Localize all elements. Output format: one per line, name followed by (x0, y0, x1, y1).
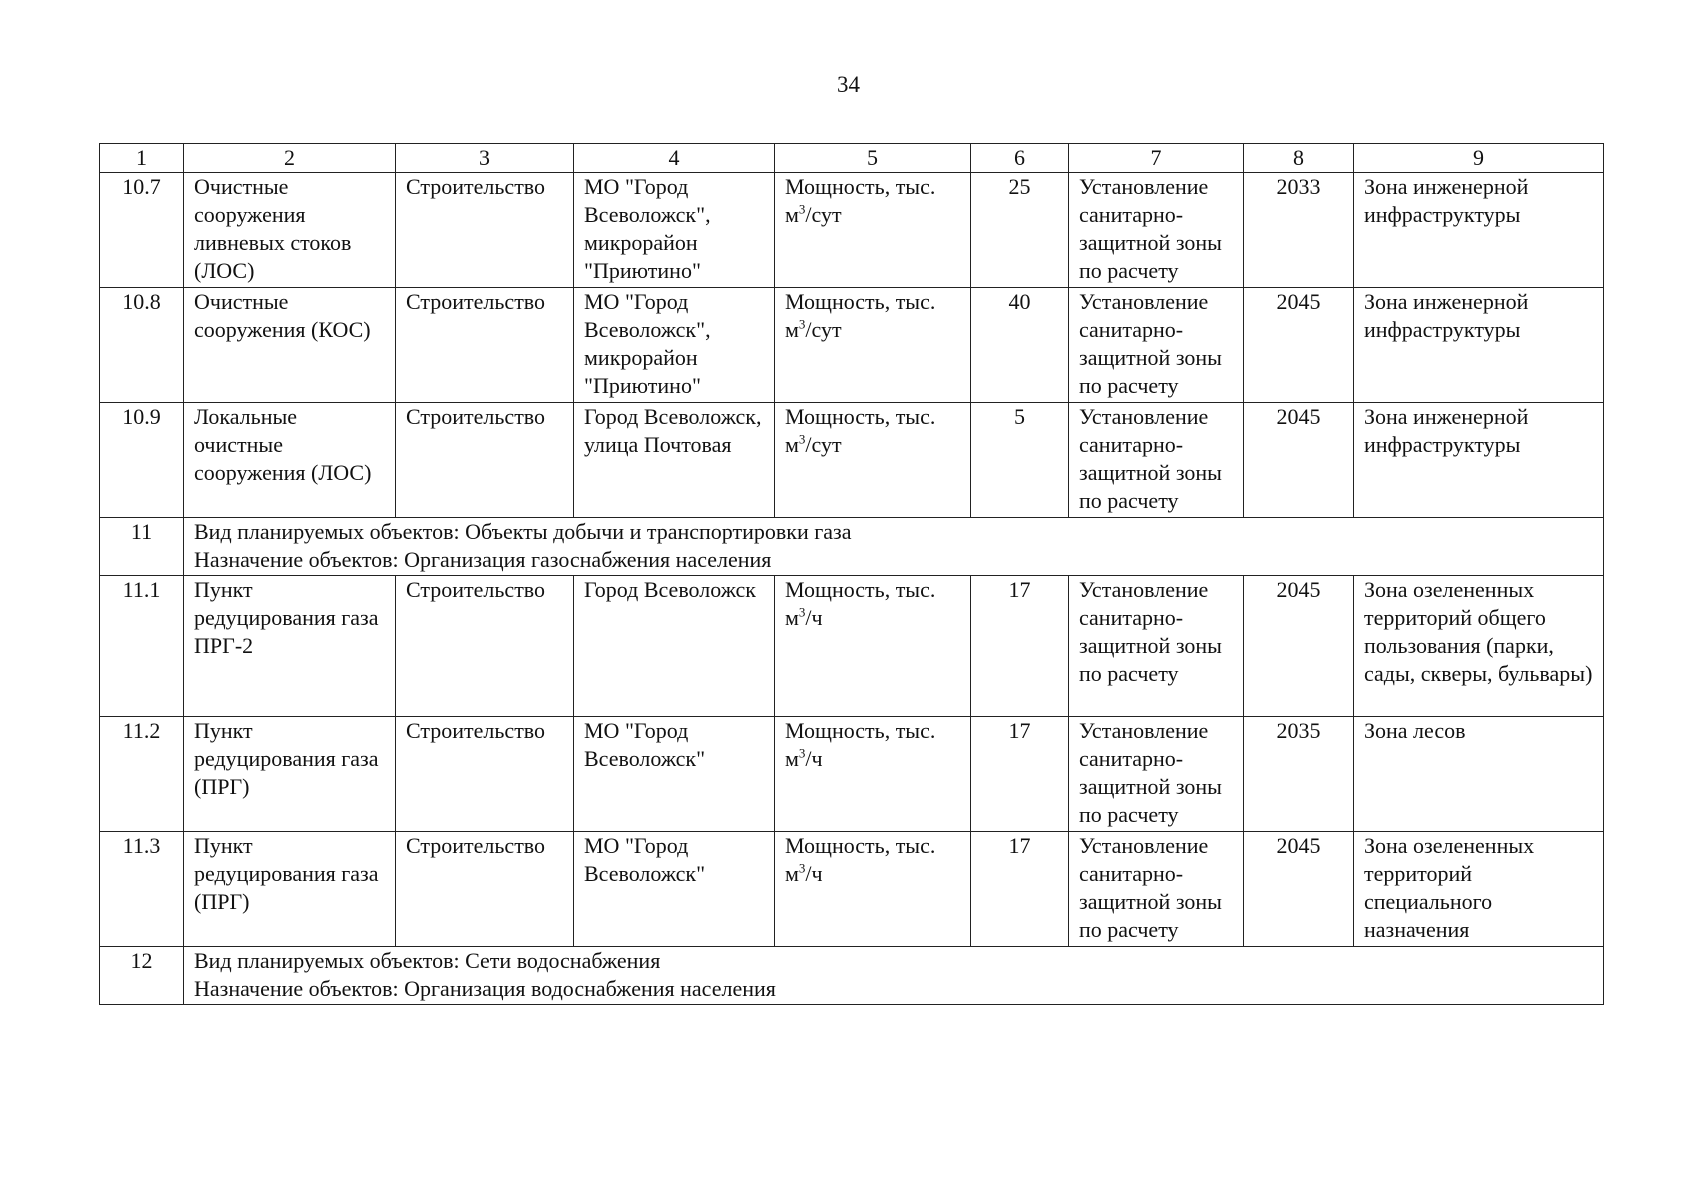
parameter-text: Мощность, тыс. м (785, 577, 936, 630)
table-row (100, 717, 1604, 832)
object-parameter (775, 576, 971, 717)
table-row (100, 173, 1604, 288)
parameter-value: 17 (971, 717, 1069, 832)
planned-objects-table (99, 143, 1604, 1005)
object-name: Очистные сооружения ливневых стоков (ЛОС) (184, 173, 396, 288)
column-number: 5 (775, 144, 971, 173)
object-parameter (775, 288, 971, 403)
group-number: 12 (100, 947, 184, 1005)
parameter-unit: /ч (805, 861, 823, 886)
column-number: 9 (1354, 144, 1604, 173)
parameter-superscript: 3 (798, 201, 806, 217)
parameter-superscript: 3 (798, 431, 806, 447)
functional-zone: Зона озелененных территорий специального назначения (1354, 832, 1604, 947)
zone-requirement: Установление санитарно-защитной зоны по расчету (1069, 576, 1244, 717)
object-location: МО "Город Всеволожск", микрорайон "Приютино" (574, 288, 775, 403)
object-name: Пункт редуцирования газа (ПРГ) (184, 832, 396, 947)
object-parameter (775, 173, 971, 288)
parameter-value: 25 (971, 173, 1069, 288)
column-number: 6 (971, 144, 1069, 173)
parameter-superscript: 3 (798, 745, 806, 761)
table-row (100, 288, 1604, 403)
parameter-text: Мощность, тыс. м (785, 718, 936, 771)
object-action: Строительство (396, 576, 574, 717)
parameter-value: 40 (971, 288, 1069, 403)
object-parameter (775, 717, 971, 832)
parameter-unit: /сут (805, 317, 842, 342)
zone-requirement: Установление санитарно-защитной зоны по расчету (1069, 288, 1244, 403)
object-location: Город Всеволожск, улица Почтовая (574, 403, 775, 518)
object-action: Строительство (396, 403, 574, 518)
deadline-year: 2045 (1244, 403, 1354, 518)
parameter-superscript: 3 (798, 860, 806, 876)
column-number-row (100, 144, 1604, 173)
column-number: 2 (184, 144, 396, 173)
item-number: 10.9 (100, 403, 184, 518)
object-parameter (775, 832, 971, 947)
object-action: Строительство (396, 288, 574, 403)
zone-requirement: Установление санитарно-защитной зоны по расчету (1069, 403, 1244, 518)
object-name: Пункт редуцирования газа (ПРГ) (184, 717, 396, 832)
zone-requirement: Установление санитарно-защитной зоны по расчету (1069, 173, 1244, 288)
parameter-unit: /ч (805, 605, 823, 630)
table-row (100, 403, 1604, 518)
functional-zone: Зона инженерной инфраструктуры (1354, 403, 1604, 518)
item-number: 10.7 (100, 173, 184, 288)
group-purpose-line: Назначение объектов: Организация газоснабжения населения (194, 547, 772, 572)
object-location: МО "Город Всеволожск" (574, 832, 775, 947)
item-number: 11.1 (100, 576, 184, 717)
parameter-unit: /сут (805, 432, 842, 457)
group-type-line: Вид планируемых объектов: Сети водоснабжения (194, 948, 661, 973)
deadline-year: 2033 (1244, 173, 1354, 288)
deadline-year: 2045 (1244, 832, 1354, 947)
object-name: Пункт редуцирования газа ПРГ-2 (184, 576, 396, 717)
functional-zone: Зона инженерной инфраструктуры (1354, 288, 1604, 403)
functional-zone: Зона озелененных территорий общего пользования (парки, сады, скверы, бульвары) (1354, 576, 1604, 717)
table-row (100, 576, 1604, 717)
functional-zone: Зона инженерной инфраструктуры (1354, 173, 1604, 288)
deadline-year: 2035 (1244, 717, 1354, 832)
object-location: МО "Город Всеволожск", микрорайон "Приютино" (574, 173, 775, 288)
group-description (184, 947, 1604, 1005)
parameter-text: Мощность, тыс. м (785, 289, 936, 342)
parameter-text: Мощность, тыс. м (785, 833, 936, 886)
zone-requirement: Установление санитарно-защитной зоны по расчету (1069, 832, 1244, 947)
parameter-superscript: 3 (798, 604, 806, 620)
object-action: Строительство (396, 173, 574, 288)
group-type-line: Вид планируемых объектов: Объекты добычи и транспортировки газа (194, 519, 852, 544)
parameter-value: 5 (971, 403, 1069, 518)
item-number: 11.3 (100, 832, 184, 947)
column-number: 7 (1069, 144, 1244, 173)
item-number: 10.8 (100, 288, 184, 403)
column-number: 1 (100, 144, 184, 173)
parameter-unit: /сут (805, 202, 842, 227)
deadline-year: 2045 (1244, 288, 1354, 403)
deadline-year: 2045 (1244, 576, 1354, 717)
parameter-text: Мощность, тыс. м (785, 174, 936, 227)
parameter-text: Мощность, тыс. м (785, 404, 936, 457)
parameter-unit: /ч (805, 746, 823, 771)
object-action: Строительство (396, 832, 574, 947)
parameter-value: 17 (971, 832, 1069, 947)
table-row (100, 832, 1604, 947)
parameter-value: 17 (971, 576, 1069, 717)
item-number: 11.2 (100, 717, 184, 832)
group-description (184, 518, 1604, 576)
object-location: Город Всеволожск (574, 576, 775, 717)
group-purpose-line: Назначение объектов: Организация водоснабжения населения (194, 976, 776, 1001)
functional-zone: Зона лесов (1354, 717, 1604, 832)
column-number: 8 (1244, 144, 1354, 173)
object-parameter (775, 403, 971, 518)
object-location: МО "Город Всеволожск" (574, 717, 775, 832)
zone-requirement: Установление санитарно-защитной зоны по расчету (1069, 717, 1244, 832)
parameter-superscript: 3 (798, 316, 806, 332)
page-number: 34 (837, 72, 860, 97)
group-row (100, 947, 1604, 1005)
object-name: Локальные очистные сооружения (ЛОС) (184, 403, 396, 518)
group-row (100, 518, 1604, 576)
column-number: 4 (574, 144, 775, 173)
column-number: 3 (396, 144, 574, 173)
group-number: 11 (100, 518, 184, 576)
object-action: Строительство (396, 717, 574, 832)
object-name: Очистные сооружения (КОС) (184, 288, 396, 403)
